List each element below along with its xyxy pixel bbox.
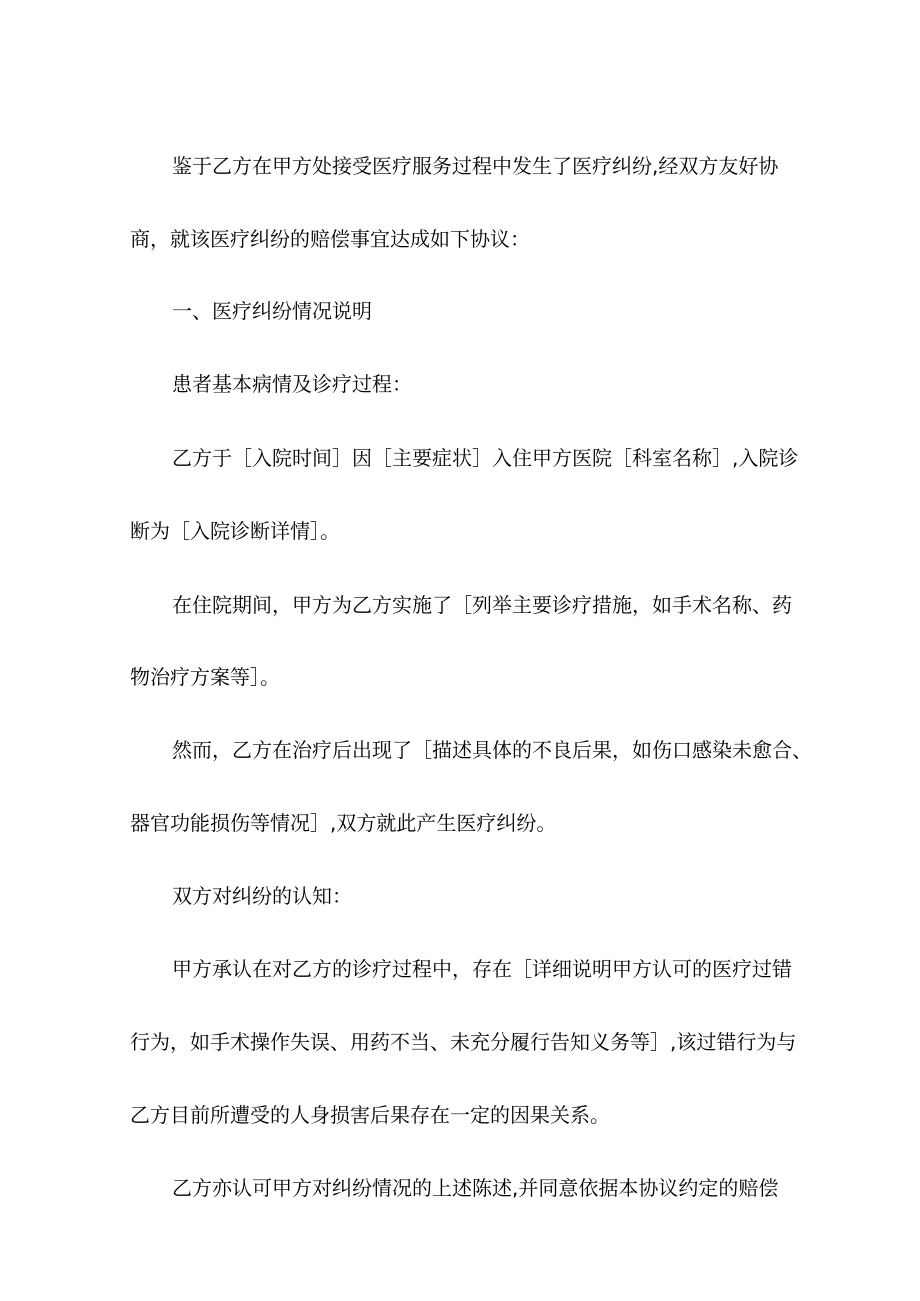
paragraph-3-line-2: 物治疗方案等］。 xyxy=(130,665,280,689)
paragraph-2-line-2: 断为［入院诊断详情］。 xyxy=(130,519,340,543)
paragraph-2-line-1: 乙方于［入院时间］因［主要症状］入住甲方医院［科室名称］,入院诊 xyxy=(172,446,799,470)
paragraph-1-line-1: 鉴于乙方在甲方处接受医疗服务过程中发生了医疗纠纷,经双方友好协 xyxy=(172,154,779,178)
paragraph-5-line-2: 行为，如手术操作失误、用药不当、未充分履行告知义务等］,该过错行为与 xyxy=(130,1030,797,1054)
section-1-heading: 一、医疗纠纷情况说明 xyxy=(172,299,372,323)
subheading-patient-condition: 患者基本病情及诊疗过程： xyxy=(172,372,412,396)
paragraph-5-line-1: 甲方承认在对乙方的诊疗过程中，存在［详细说明甲方认可的医疗过错 xyxy=(172,957,792,981)
subheading-cognition: 双方对纠纷的认知： xyxy=(172,884,352,908)
paragraph-4-line-1: 然而，乙方在治疗后出现了［描述具体的不良后果，如伤口感染未愈合、 xyxy=(172,738,812,762)
paragraph-6-line-1: 乙方亦认可甲方对纠纷情况的上述陈述,并同意依据本协议约定的赔偿 xyxy=(172,1176,779,1200)
paragraph-3-line-1: 在住院期间，甲方为乙方实施了［列举主要诊疗措施，如手术名称、药 xyxy=(172,593,792,617)
paragraph-1-line-2: 商，就该医疗纠纷的赔偿事宜达成如下协议： xyxy=(130,227,530,251)
paragraph-4-line-2: 器官功能损伤等情况］,双方就此产生医疗纠纷。 xyxy=(130,811,557,835)
paragraph-5-line-3: 乙方目前所遭受的人身损害后果存在一定的因果关系。 xyxy=(130,1103,610,1127)
